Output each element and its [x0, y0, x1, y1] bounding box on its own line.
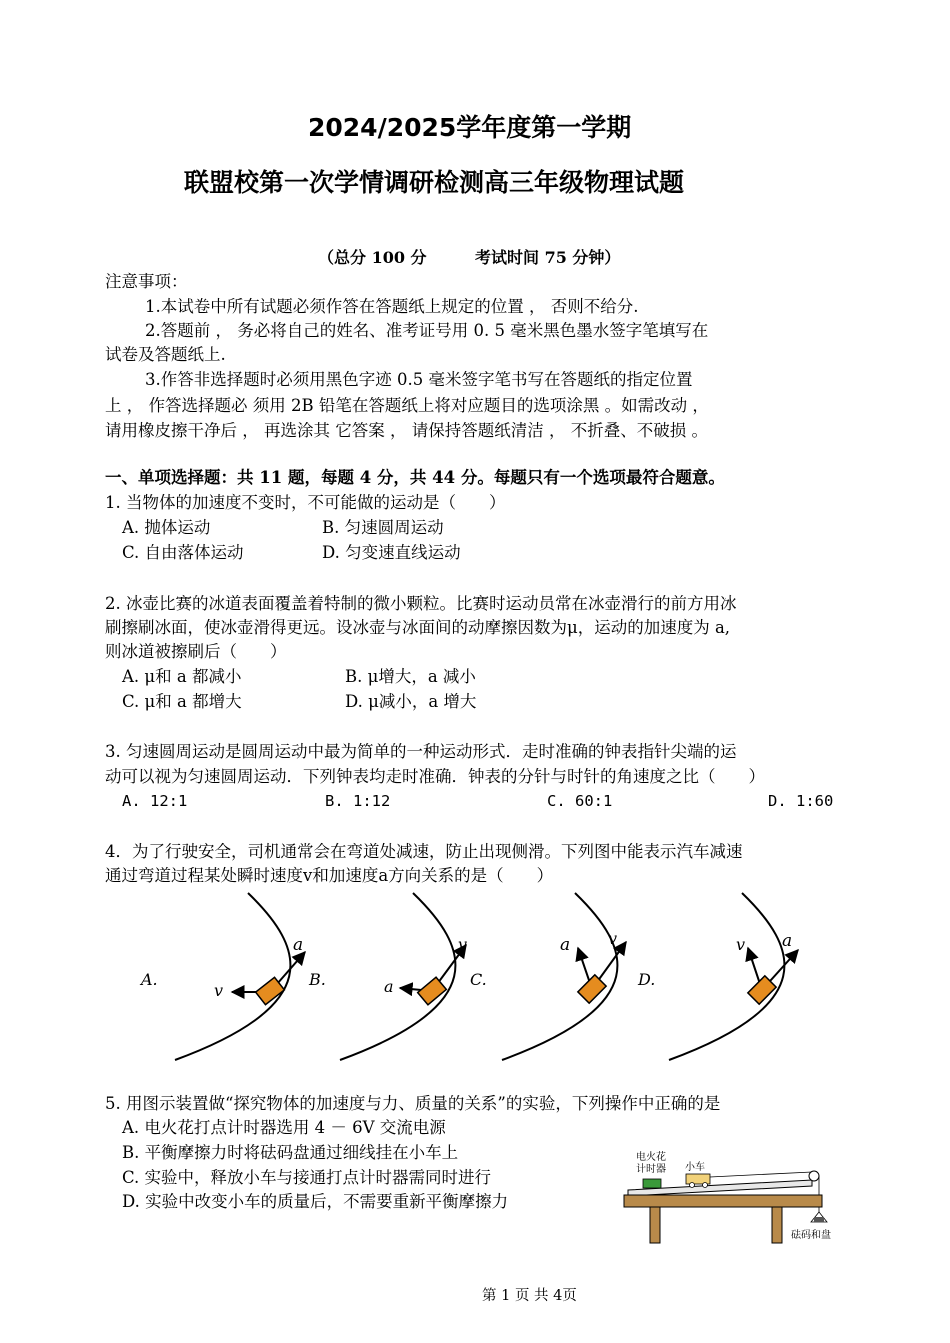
table-leg — [772, 1207, 782, 1243]
weight-label: 砝码和盘 — [791, 1230, 831, 1241]
q5-apparatus-figure — [600, 1140, 850, 1250]
title-line-1: 2024/2025学年度第一学期 — [308, 113, 632, 142]
table-leg — [650, 1207, 660, 1243]
q2-stem-line: 2. 冰壶比赛的冰道表面覆盖着特制的微小颗粒。比赛时运动员常在冰壶滑行的前方用冰 — [105, 594, 737, 613]
q4-label-d: D. — [638, 970, 656, 989]
vector-v-label: v — [214, 981, 224, 1000]
notice-line: 请用橡皮擦干净后 ， 再选涂其 它答案 ， 请保持答题纸清洁 ， 不折叠、不破损 。 — [105, 421, 708, 440]
q4-label-b: B. — [309, 970, 326, 989]
page-number: 第 1 页 共 4页 — [482, 1288, 577, 1304]
q2-option-b: B. μ增大，a 减小 — [345, 667, 476, 686]
pulley — [809, 1171, 819, 1181]
vector-v-label: v — [608, 929, 618, 948]
notice-heading: 注意事项： — [105, 272, 188, 291]
vector-a-label: a — [560, 935, 571, 955]
vector-v-label: v — [736, 935, 746, 954]
notice-line: 1.本试卷中所有试题必须作答在答题纸上规定的位置 ， 否则不给分. — [145, 297, 639, 316]
q4-figure — [0, 880, 950, 1070]
q4-stem-line: 4．为了行驶安全，司机通常会在弯道处减速，防止出现侧滑。下列图中能表示汽车减速 — [105, 842, 743, 861]
q3-option-b: B. 1:12 — [325, 792, 391, 810]
time-info: 考试时间 75 分钟） — [475, 248, 621, 267]
q3-stem-line: 动可以视为匀速圆周运动．下列钟表均走时准确．钟表的分针与时针的角速度之比（ ） — [105, 767, 765, 786]
q2-option-d: D. μ减小，a 增大 — [345, 692, 477, 711]
q2-stem-line: 则冰道被擦刷后（ ） — [105, 642, 287, 661]
q4-stem-line: 通过弯道过程某处瞬时速度v和加速度a方向关系的是（ ） — [105, 866, 554, 885]
q4-label-a: A. — [141, 970, 158, 989]
notice-line: 试卷及答题纸上. — [105, 345, 226, 364]
q5-option-c: C. 实验中，释放小车与接通打点计时器需同时进行 — [122, 1168, 492, 1187]
vector-a-label: a — [384, 977, 394, 996]
vector-a-label: a — [293, 935, 304, 955]
table-top — [624, 1195, 822, 1207]
curve-path — [340, 893, 455, 1060]
q4-label-c: C. — [470, 970, 487, 989]
timer-device — [643, 1179, 661, 1188]
section-heading: 一、单项选择题：共 11 题，每题 4 分，共 44 分。每题只有一个选项最符合题意。 — [105, 468, 725, 487]
q5-option-d: D. 实验中改变小车的质量后，不需要重新平衡摩擦力 — [122, 1192, 509, 1211]
q3-option-d: D. 1:60 — [768, 792, 834, 810]
q1-option-b: B. 匀速圆周运动 — [322, 518, 444, 537]
q3-option-c: C. 60:1 — [547, 792, 613, 810]
car-block — [578, 975, 606, 1003]
q1-option-a: A. 抛体运动 — [122, 518, 211, 537]
q3-stem-line: 3. 匀速圆周运动是圆周运动中最为简单的一种运动形式．走时准确的钟表指针尖端的运 — [105, 742, 737, 761]
cart-label: 小车 — [685, 1162, 705, 1173]
notice-line: 3.作答非选择题时必须用黑色字迹 0.5 毫米签字笔书写在答题纸的指定位置 — [145, 370, 693, 389]
title-line-2: 联盟校第一次学情调研检测高三年级物理试题 — [184, 168, 685, 197]
timer-label: 电火花 — [636, 1152, 666, 1163]
notice-line: 2.答题前 ， 务必将自己的姓名、准考证号用 0. 5 毫米黑色墨水签字笔填写在 — [145, 321, 709, 340]
string — [710, 1172, 812, 1177]
vector-v-label: v — [458, 935, 468, 954]
notice-line: 上 ， 作答选择题必 须用 2B 铅笔在答题纸上将对应题目的选项涂黑 。如需改动 ， — [105, 396, 709, 415]
q2-stem-line: 刷擦刷冰面，使冰壶滑得更远。设冰壶与冰面间的动摩擦因数为μ，运动的加速度为 a, — [105, 618, 731, 637]
q1-option-c: C. 自由落体运动 — [122, 543, 244, 562]
curve-path — [669, 893, 784, 1060]
q3-option-a: A. 12:1 — [122, 792, 188, 810]
cart-wheel — [703, 1183, 708, 1188]
q2-option-c: C. μ和 a 都增大 — [122, 692, 242, 711]
q5-stem: 5. 用图示装置做“探究物体的加速度与力、质量的关系”的实验，下列操作中正确的是 — [105, 1094, 721, 1113]
timer-label: 计时器 — [636, 1164, 666, 1175]
q1-option-d: D. 匀变速直线运动 — [322, 543, 461, 562]
vector-a-label: a — [782, 931, 793, 951]
q1-stem: 1. 当物体的加速度不变时，不可能做的运动是（ ） — [105, 493, 506, 512]
q5-option-a: A. 电火花打点计时器选用 4 － 6V 交流电源 — [122, 1118, 446, 1137]
cart-wheel — [690, 1183, 695, 1188]
score-info: （总分 100 分 — [318, 248, 427, 267]
q5-option-b: B. 平衡摩擦力时将砝码盘通过细线挂在小车上 — [122, 1143, 459, 1162]
q2-option-a: A. μ和 a 都减小 — [122, 667, 242, 686]
curve-path — [175, 893, 290, 1060]
weight-block — [814, 1217, 824, 1222]
